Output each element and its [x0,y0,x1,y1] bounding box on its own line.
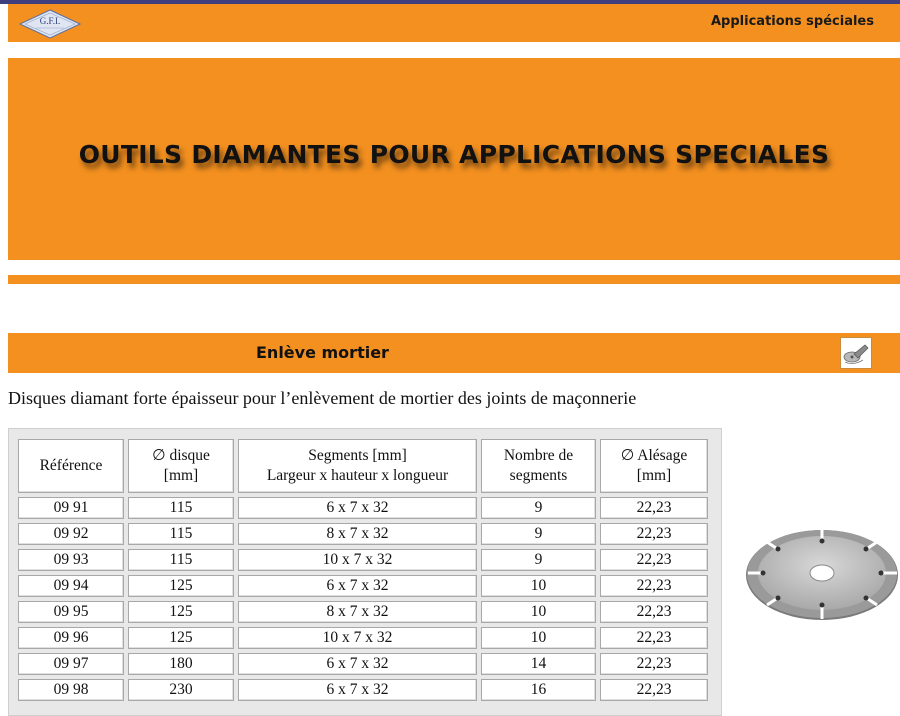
table-row [18,679,708,701]
section-bar [8,333,900,373]
cell-reference: 09 96 [18,627,124,649]
cell-reference: 09 94 [18,575,124,597]
table-row [18,627,708,649]
table-row [18,497,708,519]
column-header-reference: Référence [18,439,124,493]
cell-bore: 22,23 [600,549,708,571]
cell-diameter: 180 [128,653,234,675]
table-row [18,601,708,623]
cell-reference: 09 92 [18,523,124,545]
spec-table [14,435,712,705]
banner-title: OUTILS DIAMANTES POUR APPLICATIONS SPECIALES [78,140,830,169]
table-row [18,549,708,571]
cell-segment-count: 9 [481,549,596,571]
cell-bore: 22,23 [600,627,708,649]
cell-reference: 09 98 [18,679,124,701]
angle-grinder-icon [840,337,872,369]
cell-segments: 6 x 7 x 32 [238,575,477,597]
orange-divider [8,275,900,284]
page-header-title: Applications spéciales [711,14,874,29]
cell-diameter: 115 [128,523,234,545]
cell-segments: 6 x 7 x 32 [238,497,477,519]
column-header-diameter: ∅ disque [mm] [128,439,234,493]
cell-segments: 8 x 7 x 32 [238,523,477,545]
cell-bore: 22,23 [600,523,708,545]
spec-table-frame [8,428,722,716]
table-row [18,653,708,675]
cell-segment-count: 10 [481,601,596,623]
cell-reference: 09 97 [18,653,124,675]
cell-segments: 10 x 7 x 32 [238,549,477,571]
product-description: Disques diamant forte épaisseur pour l’enlèvement de mortier des joints de maçonnerie [8,388,637,408]
cell-diameter: 125 [128,627,234,649]
cell-bore: 22,23 [600,601,708,623]
cell-segment-count: 10 [481,575,596,597]
column-header-segment-count: Nombre de segments [481,439,596,493]
cell-segment-count: 16 [481,679,596,701]
cell-reference: 09 93 [18,549,124,571]
table-header-row [18,439,708,493]
cell-bore: 22,23 [600,653,708,675]
cell-diameter: 230 [128,679,234,701]
cell-segments: 8 x 7 x 32 [238,601,477,623]
cell-bore: 22,23 [600,575,708,597]
section-title: Enlève mortier [256,343,389,362]
cell-diameter: 115 [128,497,234,519]
table-row [18,575,708,597]
cell-diameter: 125 [128,575,234,597]
cell-segment-count: 9 [481,497,596,519]
cell-bore: 22,23 [600,497,708,519]
table-row [18,523,708,545]
cell-segment-count: 10 [481,627,596,649]
column-header-segments: Segments [mm] Largeur x hauteur x longueur [238,439,477,493]
logo-text: G.F.I. [39,16,61,26]
gfi-logo [18,8,82,40]
title-banner [8,58,900,260]
cell-reference: 09 91 [18,497,124,519]
cell-reference: 09 95 [18,601,124,623]
diamond-blade-image [745,527,900,621]
cell-segments: 6 x 7 x 32 [238,679,477,701]
cell-segments: 10 x 7 x 32 [238,627,477,649]
cell-diameter: 125 [128,601,234,623]
cell-segment-count: 14 [481,653,596,675]
header-bar [8,4,900,42]
cell-segment-count: 9 [481,523,596,545]
cell-diameter: 115 [128,549,234,571]
column-header-bore: ∅ Alésage [mm] [600,439,708,493]
cell-segments: 6 x 7 x 32 [238,653,477,675]
cell-bore: 22,23 [600,679,708,701]
